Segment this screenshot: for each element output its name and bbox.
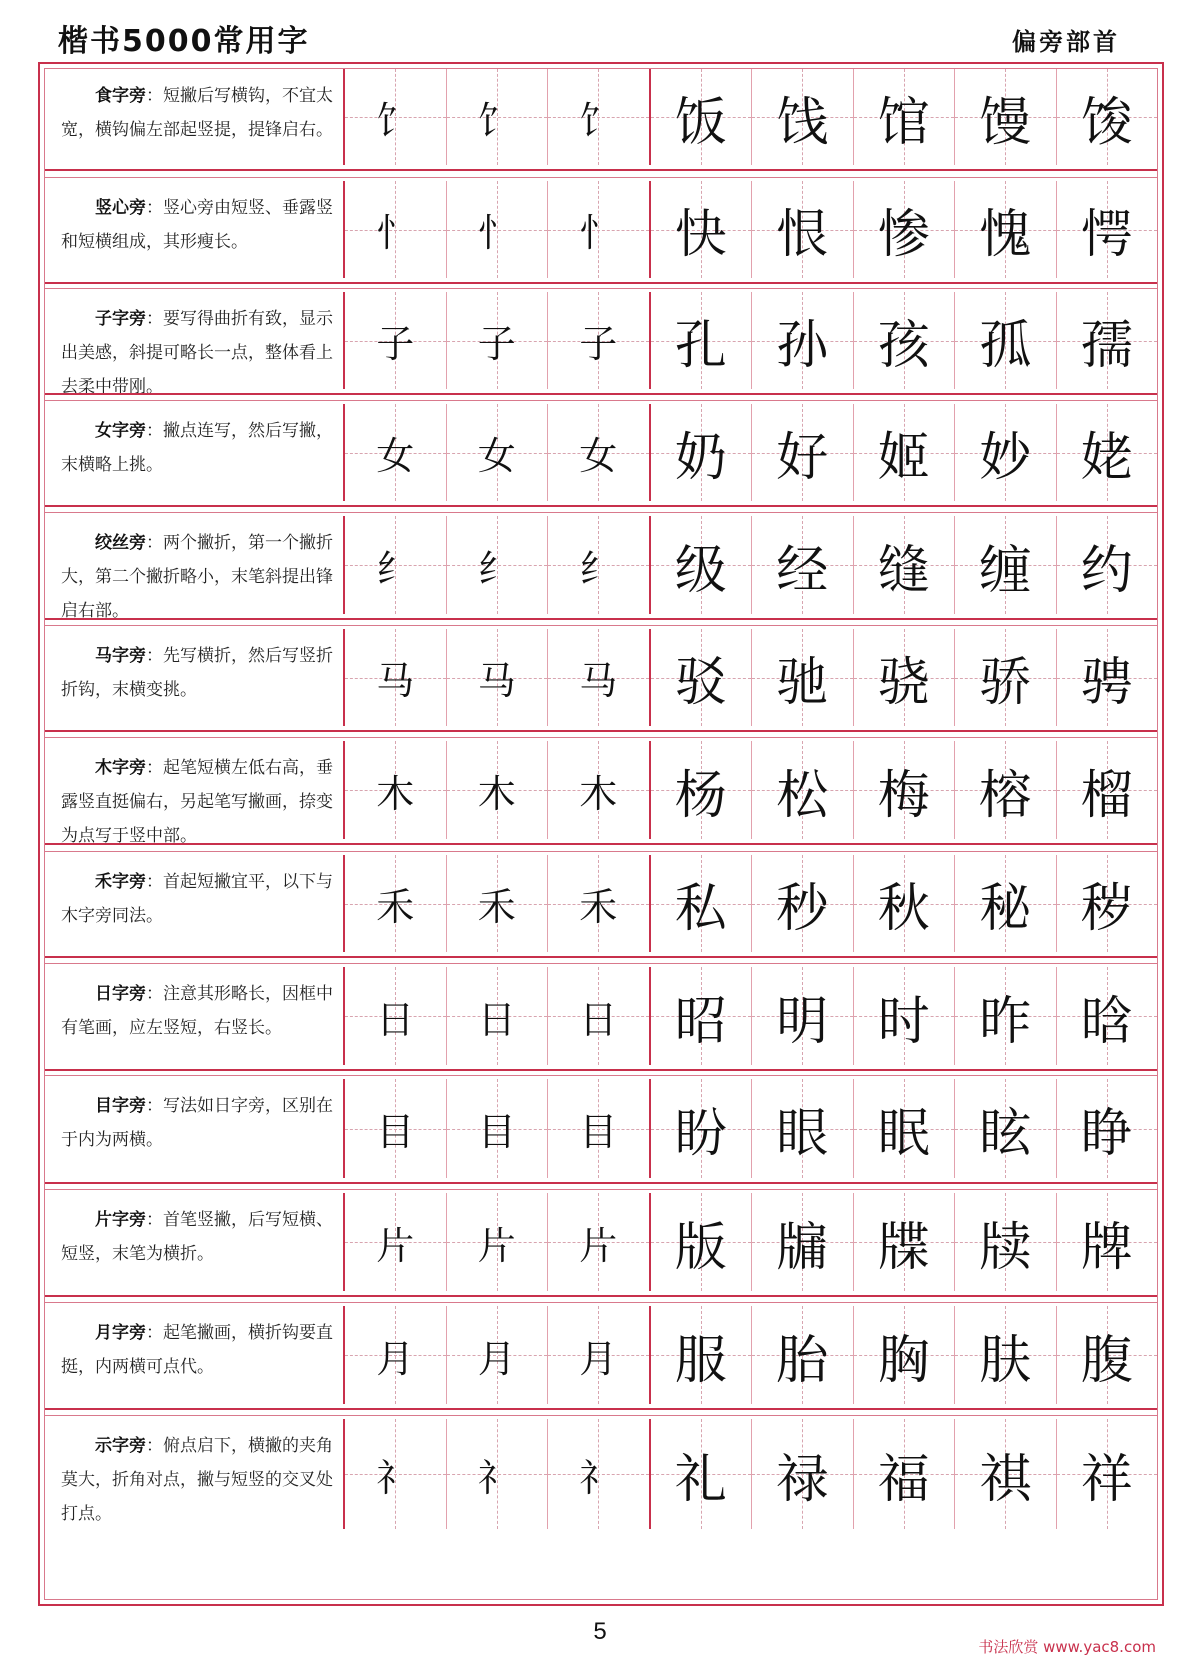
radical-description [45, 181, 345, 278]
example-char-cell [1057, 404, 1158, 501]
radical-description [45, 1306, 345, 1404]
row-divider [45, 843, 1157, 852]
radical-glyph: 女 [376, 434, 415, 478]
row-divider [45, 393, 1157, 401]
radical-label: 示字旁 [95, 1436, 146, 1456]
radical-glyph: 禾 [376, 885, 415, 929]
radical-row [45, 404, 1157, 501]
radical-practice-cell [548, 1193, 651, 1291]
radical-row [45, 516, 1157, 621]
radical-practice-cell [447, 516, 549, 614]
example-char-cell [1057, 1079, 1158, 1178]
example-char-cell [1057, 181, 1158, 278]
radical-practice-cell [548, 292, 651, 389]
radical-practice-cell [345, 1419, 447, 1529]
radical-glyph: 月 [477, 1336, 516, 1381]
example-char: 骄 [979, 653, 1032, 713]
radical-label: 马字旁 [95, 646, 146, 666]
radical-description [45, 1419, 345, 1529]
example-char-cell [651, 292, 753, 389]
radical-practice-cell [548, 516, 651, 614]
example-char: 骁 [877, 653, 930, 713]
example-char: 胎 [776, 1330, 829, 1391]
radical-glyph: 片 [477, 1223, 516, 1268]
radical-practice-cell [447, 741, 549, 839]
row-divider [45, 618, 1157, 626]
example-char-cell [955, 741, 1057, 839]
radical-glyph: 禾 [477, 885, 516, 929]
example-char: 牌 [1080, 1217, 1133, 1278]
radical-practice-cell [447, 404, 549, 501]
example-char-cell [955, 967, 1057, 1065]
radical-practice-cell [447, 1306, 549, 1404]
radical-glyph: 饣 [376, 98, 415, 143]
example-char: 秘 [979, 879, 1032, 939]
example-char: 驳 [674, 653, 727, 713]
example-char: 礼 [674, 1449, 727, 1510]
radical-glyph: 马 [579, 659, 618, 703]
example-char: 禄 [776, 1449, 829, 1510]
example-char-cell [651, 741, 753, 839]
radical-glyph: 木 [579, 771, 618, 816]
example-char-cell [955, 292, 1057, 389]
radical-glyph: 忄 [477, 211, 516, 255]
radical-explanation: ：首笔竖撇，后写短横、短竖，末笔为横折。 [61, 1210, 333, 1264]
radical-row [45, 1419, 1157, 1529]
example-char-cell [651, 516, 753, 614]
example-char-cell [854, 404, 956, 501]
radical-practice-cell [345, 629, 447, 726]
radical-row [45, 292, 1157, 397]
example-char: 级 [674, 540, 727, 601]
example-char: 愧 [979, 205, 1032, 265]
example-char: 版 [674, 1217, 727, 1278]
radical-glyph: 礻 [579, 1455, 618, 1500]
example-char-cell [651, 1419, 753, 1529]
radical-practice-cell [447, 181, 549, 278]
radical-label: 女字旁 [95, 421, 146, 441]
radical-explanation: ：先写横折，然后写竖折折钩，末横变挑。 [61, 646, 333, 700]
example-char-cell [955, 1419, 1057, 1529]
example-char-cell [1057, 1419, 1158, 1529]
radical-explanation: ：写法如日字旁，区别在于内为两横。 [61, 1096, 333, 1150]
example-char-cell [752, 181, 854, 278]
example-char: 缝 [877, 540, 930, 601]
example-char: 牖 [776, 1217, 829, 1278]
radical-explanation: ：两个撇折，第一个撇折大，第二个撇折略小，末笔斜提出锋启右部。 [61, 533, 333, 621]
example-char: 馂 [1080, 92, 1133, 153]
example-char: 牍 [979, 1217, 1032, 1278]
radical-row [45, 1193, 1157, 1291]
radical-glyph: 纟 [477, 546, 516, 591]
example-char: 睁 [1080, 1104, 1133, 1164]
example-char-cell [854, 69, 956, 165]
example-char: 快 [674, 205, 727, 265]
example-char-cell [651, 404, 753, 501]
example-char: 服 [674, 1330, 727, 1391]
radical-practice-cell [447, 629, 549, 726]
radical-practice-cell [345, 292, 447, 389]
example-char-cell [955, 516, 1057, 614]
radical-glyph: 日 [376, 997, 415, 1042]
radical-practice-cell [345, 741, 447, 839]
radical-description [45, 292, 345, 397]
radical-glyph: 女 [579, 434, 618, 478]
example-char: 祥 [1080, 1449, 1133, 1510]
example-char-cell [955, 1306, 1057, 1404]
radical-practice-cell [548, 855, 651, 952]
example-char: 姬 [877, 428, 930, 488]
example-char: 好 [776, 428, 829, 488]
radical-label: 禾字旁 [95, 872, 146, 892]
radical-glyph: 忄 [376, 211, 415, 255]
radical-practice-cell [548, 404, 651, 501]
radical-row [45, 181, 1157, 278]
example-char-cell [752, 741, 854, 839]
radical-label: 目字旁 [95, 1096, 146, 1116]
radical-practice-cell [345, 516, 447, 614]
radical-practice-cell [548, 1419, 651, 1529]
example-char: 福 [877, 1449, 930, 1510]
row-divider [45, 505, 1157, 513]
radical-practice-cell [548, 69, 651, 165]
example-char-cell [854, 181, 956, 278]
example-char: 姥 [1080, 428, 1133, 488]
radical-explanation: ：注意其形略长，因框中有笔画，应左竖短，右竖长。 [61, 984, 333, 1038]
radical-practice-cell [447, 1193, 549, 1291]
example-char-cell [651, 967, 753, 1065]
example-char: 梅 [877, 765, 930, 826]
example-char-cell [1057, 69, 1158, 165]
radical-glyph: 马 [376, 659, 415, 703]
row-divider [45, 169, 1157, 178]
example-char-cell [955, 855, 1057, 952]
example-char: 骋 [1080, 653, 1133, 713]
radical-glyph: 月 [376, 1336, 415, 1381]
radical-practice-cell [447, 1419, 549, 1529]
radical-glyph: 月 [579, 1336, 618, 1381]
radical-practice-cell [345, 1193, 447, 1291]
radical-explanation: ：俯点启下，横撇的夹角莫大，折角对点，撇与短竖的交叉处打点。 [61, 1436, 333, 1524]
example-char-cell [854, 967, 956, 1065]
radical-description [45, 516, 345, 621]
example-char: 馒 [979, 92, 1032, 153]
radical-practice-cell [548, 741, 651, 839]
example-char-cell [854, 1193, 956, 1291]
example-char-cell [854, 741, 956, 839]
example-char: 秋 [877, 879, 930, 939]
radical-explanation: ：要写得曲折有致，显示出美感，斜提可略长一点，整体看上去柔中带刚。 [61, 309, 333, 397]
row-divider [45, 1408, 1157, 1416]
example-char-cell [955, 69, 1057, 165]
radical-description [45, 741, 345, 846]
radical-glyph: 纟 [376, 546, 415, 591]
radical-explanation: ：起笔短横左低右高，垂露竖直挺偏右，另起笔写撇画，捺变为点写于竖中部。 [61, 758, 333, 846]
example-char: 驰 [776, 653, 829, 713]
radical-practice-cell [345, 404, 447, 501]
example-char: 榕 [979, 765, 1032, 826]
example-char-cell [955, 404, 1057, 501]
example-char-cell [1057, 855, 1158, 952]
example-char-cell [752, 967, 854, 1065]
example-char: 眼 [776, 1104, 829, 1164]
radical-description [45, 1193, 345, 1291]
example-char: 杨 [674, 765, 727, 826]
example-char: 昨 [979, 991, 1032, 1052]
example-char-cell [854, 855, 956, 952]
example-char-cell [752, 292, 854, 389]
example-char: 孙 [776, 316, 829, 376]
radical-explanation: ：首起短撇宜平，以下与木字旁同法。 [61, 872, 333, 926]
radical-glyph: 禾 [579, 885, 618, 929]
example-char-cell [854, 629, 956, 726]
page-number: 5 [593, 1618, 607, 1645]
example-char: 眩 [979, 1104, 1032, 1164]
example-char-cell [752, 516, 854, 614]
radical-explanation: ：短撇后写横钩，不宜太宽，横钩偏左部起竖提，提锋启右。 [61, 86, 333, 140]
radical-practice-cell [345, 181, 447, 278]
example-char: 晗 [1080, 991, 1133, 1052]
radical-practice-cell [345, 1306, 447, 1404]
example-char: 饯 [776, 92, 829, 153]
radical-practice-cell [447, 69, 549, 165]
example-char-cell [752, 855, 854, 952]
radical-practice-cell [548, 629, 651, 726]
example-char: 孔 [674, 316, 727, 376]
radical-practice-cell [345, 69, 447, 165]
example-char-cell [854, 1079, 956, 1178]
radical-glyph: 礻 [376, 1455, 415, 1500]
radical-practice-cell [548, 967, 651, 1065]
radical-row [45, 629, 1157, 726]
example-char: 孤 [979, 316, 1032, 376]
example-char: 肤 [979, 1330, 1032, 1391]
radical-glyph: 目 [477, 1110, 516, 1154]
example-char: 明 [776, 991, 829, 1052]
example-char-cell [1057, 292, 1158, 389]
example-char: 孩 [877, 316, 930, 376]
radical-explanation: ：起笔撇画，横折钩要直挺，内两横可点代。 [61, 1323, 333, 1377]
example-char: 妙 [979, 428, 1032, 488]
radical-row [45, 69, 1157, 165]
example-char: 经 [776, 540, 829, 601]
example-char-cell [752, 69, 854, 165]
radical-glyph: 目 [579, 1110, 618, 1154]
example-char-cell [854, 1306, 956, 1404]
radical-practice-cell [548, 1306, 651, 1404]
radical-description [45, 629, 345, 726]
example-char-cell [752, 1193, 854, 1291]
example-char-cell [854, 292, 956, 389]
example-char-cell [854, 516, 956, 614]
radical-practice-cell [345, 1079, 447, 1178]
radical-glyph: 女 [477, 434, 516, 478]
example-char: 约 [1080, 540, 1133, 601]
practice-grid-frame [38, 62, 1164, 1606]
book-title: 楷书5000常用字 [58, 24, 310, 59]
radical-practice-cell [447, 1079, 549, 1178]
radical-label: 竖心旁 [95, 198, 146, 218]
radical-glyph: 忄 [579, 211, 618, 255]
example-char-cell [1057, 516, 1158, 614]
radical-row [45, 967, 1157, 1065]
row-divider [45, 730, 1157, 738]
radical-glyph: 日 [477, 997, 516, 1042]
radical-label: 食字旁 [95, 86, 146, 106]
example-char-cell [651, 1306, 753, 1404]
radical-glyph: 木 [477, 771, 516, 816]
example-char: 饭 [674, 92, 727, 153]
radical-label: 子字旁 [95, 309, 146, 329]
row-divider [45, 282, 1157, 289]
radical-label: 片字旁 [95, 1210, 146, 1230]
radical-practice-cell [447, 967, 549, 1065]
radical-glyph: 子 [477, 322, 516, 366]
section-title: 偏旁部首 [1012, 28, 1120, 56]
example-char: 孺 [1080, 316, 1133, 376]
radical-label: 日字旁 [95, 984, 146, 1004]
row-divider [45, 1295, 1157, 1303]
example-char: 时 [877, 991, 930, 1052]
example-char-cell [752, 1419, 854, 1529]
radical-glyph: 饣 [579, 98, 618, 143]
radical-glyph: 子 [579, 322, 618, 366]
example-char: 惨 [877, 205, 930, 265]
radical-explanation: ：竖心旁由短竖、垂露竖和短横组成，其形瘦长。 [61, 198, 333, 252]
example-char: 秒 [776, 879, 829, 939]
example-char-cell [1057, 967, 1158, 1065]
radical-practice-cell [447, 855, 549, 952]
example-char-cell [1057, 741, 1158, 839]
example-char-cell [854, 1419, 956, 1529]
example-char-cell [651, 1193, 753, 1291]
radical-glyph: 子 [376, 322, 415, 366]
radical-glyph: 片 [579, 1223, 618, 1268]
example-char-cell [955, 1193, 1057, 1291]
example-char: 祺 [979, 1449, 1032, 1510]
example-char-cell [752, 629, 854, 726]
radical-explanation: ：撇点连写，然后写撇，末横略上挑。 [61, 421, 333, 475]
radical-glyph: 日 [579, 997, 618, 1042]
example-char-cell [955, 1079, 1057, 1178]
example-char: 馆 [877, 92, 930, 153]
example-char: 奶 [674, 428, 727, 488]
row-divider [45, 956, 1157, 964]
row-divider [45, 1182, 1157, 1190]
radical-glyph: 马 [477, 659, 516, 703]
watermark: 书法欣赏 www.yac8.com [978, 1638, 1156, 1656]
radical-row [45, 855, 1157, 952]
example-char-cell [651, 629, 753, 726]
example-char: 榴 [1080, 765, 1133, 826]
example-char: 愕 [1080, 205, 1133, 265]
radical-label: 月字旁 [95, 1323, 146, 1343]
radical-label: 绞丝旁 [95, 533, 146, 553]
radical-practice-cell [548, 1079, 651, 1178]
example-char-cell [1057, 1306, 1158, 1404]
radical-row [45, 741, 1157, 846]
example-char-cell [1057, 629, 1158, 726]
example-char-cell [752, 404, 854, 501]
example-char-cell [651, 855, 753, 952]
example-char-cell [1057, 1193, 1158, 1291]
example-char-cell [752, 1306, 854, 1404]
radical-description [45, 855, 345, 952]
example-char: 恨 [776, 205, 829, 265]
radical-glyph: 纟 [579, 546, 618, 591]
radical-glyph: 礻 [477, 1455, 516, 1500]
row-divider [45, 1069, 1157, 1076]
radical-description [45, 69, 345, 165]
radical-description [45, 967, 345, 1065]
example-char-cell [955, 181, 1057, 278]
radical-glyph: 目 [376, 1110, 415, 1154]
radical-glyph: 木 [376, 771, 415, 816]
radical-row [45, 1306, 1157, 1404]
example-char-cell [651, 69, 753, 165]
radical-label: 木字旁 [95, 758, 146, 778]
radical-practice-cell [548, 181, 651, 278]
radical-description [45, 404, 345, 501]
example-char-cell [955, 629, 1057, 726]
radical-practice-cell [345, 855, 447, 952]
example-char: 昭 [674, 991, 727, 1052]
radical-practice-cell [345, 967, 447, 1065]
example-char-cell [651, 181, 753, 278]
radical-practice-cell [447, 292, 549, 389]
example-char: 腹 [1080, 1330, 1133, 1391]
radical-glyph: 饣 [477, 98, 516, 143]
example-char: 盼 [674, 1104, 727, 1164]
radical-row [45, 1079, 1157, 1178]
example-char: 牒 [877, 1217, 930, 1278]
example-char: 胸 [877, 1330, 930, 1391]
example-char: 缠 [979, 540, 1032, 601]
example-char-cell [752, 1079, 854, 1178]
example-char: 松 [776, 765, 829, 826]
example-char: 眠 [877, 1104, 930, 1164]
example-char: 私 [674, 879, 727, 939]
practice-grid [44, 68, 1158, 1600]
example-char-cell [651, 1079, 753, 1178]
example-char: 秽 [1080, 879, 1133, 939]
radical-glyph: 片 [376, 1223, 415, 1268]
radical-description [45, 1079, 345, 1178]
